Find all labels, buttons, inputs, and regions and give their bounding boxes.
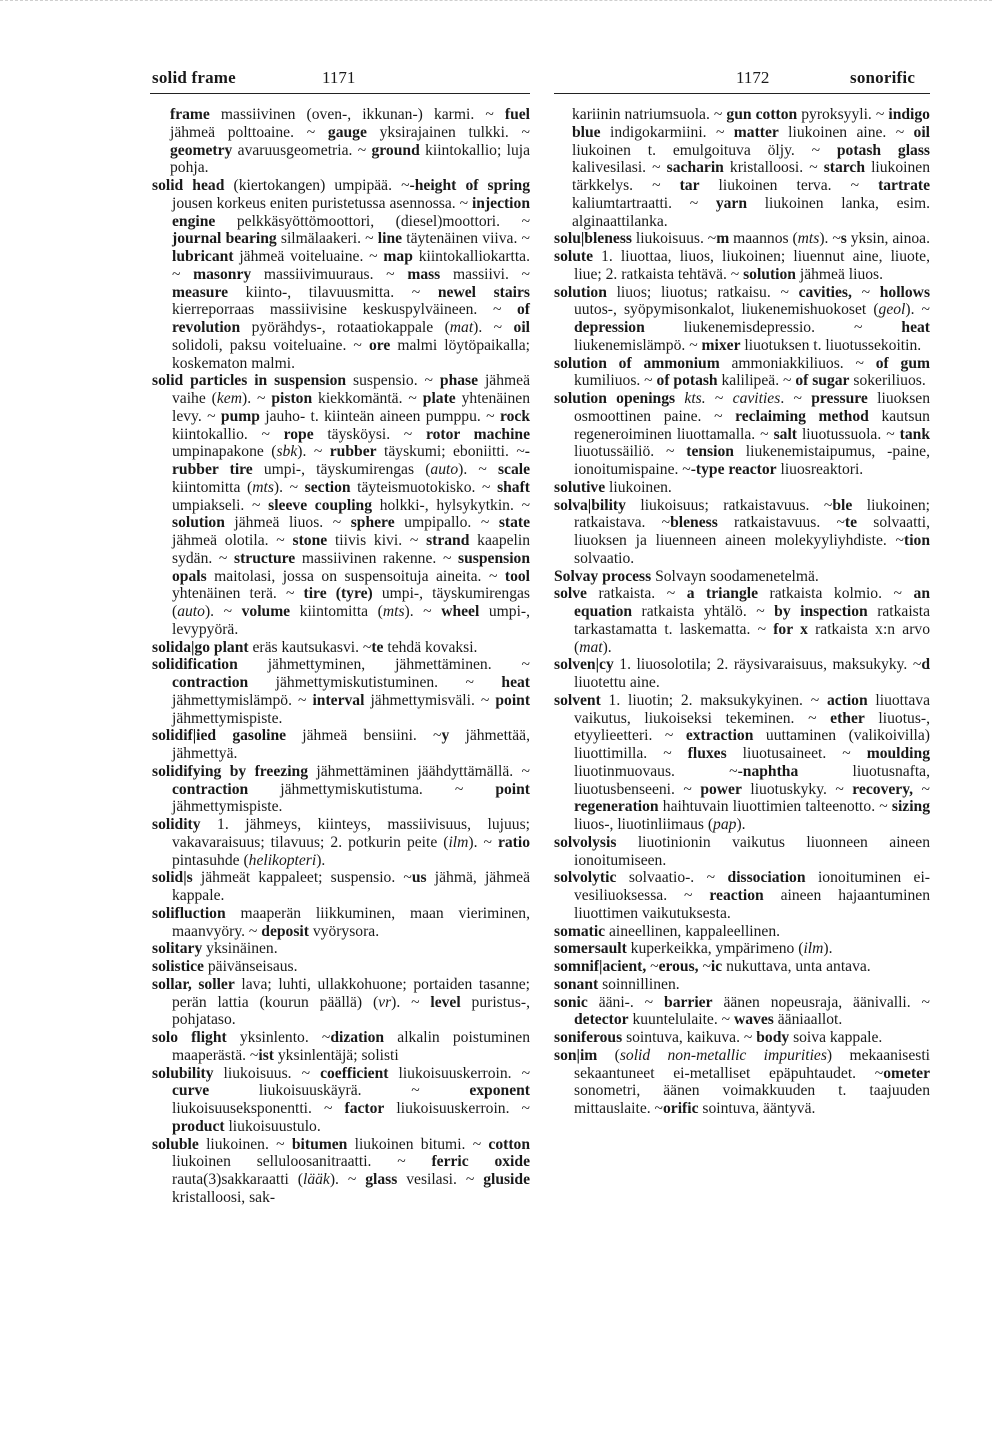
dictionary-entry: solubility liukoisuus. ~ coefficient liukoisuuskerroin. ~ curve liukoisuuskäyrä. ~ exponent liukoisuuseksponentti. ~ factor liukoisuuskerroin. ~ product liukoisuustulo. xyxy=(152,1064,530,1135)
dictionary-entry: solidif|ied gasoline jähmeä bensiini. ~y jähmettää, jähmettyä. xyxy=(152,727,530,762)
dictionary-entry: solitary yksinäinen. xyxy=(152,940,278,958)
dictionary-entry: Solvay process Solvayn soodamenetelmä. xyxy=(554,567,819,585)
dictionary-entry: soluble liukoinen. ~ bitumen liukoinen bitumi. ~ cotton liukoinen selluloosanitraatti. ~ ferric oxide rauta(3)sakkaraatti (lääk). ~ glass vesilasi. ~ gluside kristalloosi, sak- xyxy=(152,1135,530,1206)
dictionary-entry: solution liuos; liuotus; ratkaisu. ~ cavities, ~ hollows uutos-, syöpymisonkalot, liukenemishuokoset (geol). ~ depression liukenemisdepressio. ~ heat liukenemislämpö. ~ mixer liuotuksen t. liuotussekoitin. xyxy=(554,283,931,354)
dictionary-entry: solo flight yksinlento. ~dization alkalin poistuminen maaperästä. ~ist yksinlentäjä; solisti xyxy=(152,1029,530,1064)
left-header-rule xyxy=(150,93,530,94)
dictionary-entry: solidification jähmettyminen, jähmettäminen. ~ contraction jähmettymiskutistuminen. ~ heat jähmettymislämpö. ~ interval jähmettymisväli. ~ point jähmettymispiste. xyxy=(152,656,531,727)
dictionary-entry: soniferous sointuva, kaikuva. ~ body soiva kappale. xyxy=(554,1029,883,1046)
dictionary-entry: solva|bility liukoisuus; ratkaistavuus. ~ble liukoinen; ratkaistava. ~bleness ratkaistavuus. ~te solvaatti, liuoksen ja liuenneen aineen molekyyliyhdiste. ~tion solvaatio. xyxy=(554,496,930,567)
right-page-number: 1172 xyxy=(736,68,770,87)
left-page-number: 1171 xyxy=(322,68,356,87)
dictionary-entry: solid|s jähmeät kappaleet; suspensio. ~us jähmä, jähmeä kappale. xyxy=(152,869,530,904)
dictionary-entry: somnif|acient, ~erous, ~ic nukuttava, unta antava. xyxy=(554,958,871,975)
dictionary-entry: solida|go plant eräs kautsukasvi. ~te tehdä kovaksi. xyxy=(152,638,478,656)
dictionary-entry: solve ratkaista. ~ a triangle ratkaista kolmio. ~ an equation ratkaista yhtälö. ~ by inspection ratkaista tarkastamatta t. laskematta. ~ for x ratkaista x:n arvo (mat). xyxy=(554,585,931,656)
dictionary-entry: solid head (kiertokangen) umpipää. ~-height of spring jousen korkeus eniten puristetussa asennossa. ~ injection engine pelkkäsyöttömoottori, (diesel)moottori. ~ journal bearing silmälaakeri. ~ line täytenäinen viiva. ~ lubricant jähmeä voiteluaine. ~ map kiintokalliokartta. ~ masonry massiivimuuraus. ~ mass massiivi. ~ measure kiinto-, tilavuusmitta. ~ newel stairs kierreporraas massiivisine keskuspylväineen. ~ of revolution pyörähdys-, rotaatiokappale (mat). ~ oil solidoli, paksu voiteluaine. ~ ore malmi löytöpaikalla; koskematon malmi. xyxy=(152,177,531,372)
dictionary-entry: somersault kuperkeikka, ympärimeno (ilm). xyxy=(554,940,833,958)
dictionary-entry: solistice päivänseisaus. xyxy=(152,958,298,975)
right-header-rule xyxy=(554,93,930,94)
dictionary-entry: sonic ääni-. ~ barrier äänen nopeusraja, äänivalli. ~ detector kuuntelulaite. ~ waves ääniaallot. xyxy=(554,993,930,1029)
left-column xyxy=(152,106,530,1207)
dictionary-entry: solid particles in suspension suspensio. ~ phase jähmeä vaihe (kem). ~ piston kiekkomäntä. ~ plate yhtenäinen levy. ~ pump jauho- t. kiinteän aineen pumppu. ~ rock kiintokallio. ~ rope täysköysi. ~ rotor machine umpinapakone (sbk). ~ rubber täyskumi; eboniitti. ~-rubber tire umpi-, täyskumirengas (auto). ~ scale kiintomitta (mts). ~ section täyteismuotokisko. ~ shaft umpiakseli. ~ sleeve coupling holkki-, hylsykytkin. ~ solution jähmeä liuos. ~ sphere umpipallo. ~ state jähmeä olotila. ~ stone tiivis kivi. ~ strand kaapelin sydän. ~ structure massiivinen rakenne. ~ suspension opals maitolasi, jossa on suspensoituja aineita. ~ tool yhtenäinen terä. ~ tire (tyre) umpi-, täyskumirengas (auto). ~ volume kiintomitta (mts). ~ wheel umpi-, levypyörä. xyxy=(152,372,531,638)
dictionary-entry: solifluction maaperän liikkuminen, maan vieriminen, maanvyöry. ~ deposit vyörysora. xyxy=(152,904,530,940)
scan-top-edge xyxy=(0,0,992,7)
dictionary-entry: solidifying by freezing jähmettäminen jäähdyttämällä. ~ contraction jähmettymiskutistuma. ~ point jähmettymispiste. xyxy=(152,762,530,816)
dictionary-entry: solutive liukoinen. xyxy=(554,478,672,496)
dictionary-entry: solvent 1. liuotin; 2. maksukykyinen. ~ action liuottava vaikutus, liukoiseksi tekeminen. ~ ether liuotus-, etyylieetteri. ~ extraction uuttaminen (valikoivilla) liuottimilla. ~ fluxes liuotusaineet. ~ moulding liuotinmuovaus. ~-naphtha liuotusnafta, liuotusbenseeni. ~ power liuotuskyky. ~ recovery, ~ regeneration haihtuvain liuottimien talteenotto. ~ sizing liuos-, liuotinliimaus (pap). xyxy=(554,691,931,833)
left-running-head: solid frame xyxy=(152,68,236,87)
dictionary-entry: solute 1. liuottaa, liuos, liukoinen; liuennut aine, liuote, liue; 2. ratkaista tehtävä. ~ solution jähmeä liuos. xyxy=(554,248,930,283)
dictionary-entry: solidity 1. jähmeys, kiinteys, massiivisuus, lujuus; vakavaraisuus; tilavuus; 2. potkurin peite (ilm). ~ ratio pintasuhde (helikopteri). xyxy=(152,816,531,869)
dictionary-entry: solvolytic solvaatio-. ~ dissociation ionoituminen ei-vesiliuoksessa. ~ reaction aineen hajaantuminen liuottimen vaikutuksesta. xyxy=(554,869,931,922)
dictionary-entry: somatic aineellinen, kappaleellinen. xyxy=(554,922,781,940)
dictionary-entry: solvolysis liuotinionin vaikutus liuonneen aineen ionoitumiseen. xyxy=(554,833,930,869)
right-running-head: sonorific xyxy=(850,68,916,87)
right-column xyxy=(554,106,930,1118)
dictionary-entry: solution openings kts. ~ cavities. ~ pressure liuoksen osmoottinen paine. ~ reclaiming method kautsun regeneroiminen liuottamalla. ~ salt liuotussuola. ~ tank liuotussäiliö. ~ tension liukenemistaipumus, -paine, ionoitumispaine. ~-type reactor liuosreaktori. xyxy=(554,390,930,478)
dictionary-entry: sonant soinnillinen. xyxy=(554,975,680,993)
dictionary-entry: solven|cy 1. liuosolotila; 2. räysivaraisuus, maksukyky. ~d liuotettu aine. xyxy=(554,656,930,691)
dictionary-entry: son|im (solid non-metallic impurities) mekaanisesti sekaantuneet ei-metalliset epäpuhtaudet. ~ometer sonometri, äänen voimakkuuden t. taajuuden mittauslaite. ~orific sointuva, ääntyvä. xyxy=(554,1046,931,1117)
dictionary-entry: solution of ammonium ammoniakkiliuos. ~ of gum kumiliuos. ~ of potash kalilipeä. ~ of sugar sokeriliuos. xyxy=(554,354,930,390)
dictionary-entry: frame massiivinen (oven-, ikkunan-) karmi. ~ fuel jähmeä polttoaine. ~ gauge yksirajainen tulkki. ~ geometry avaruusgeometria. ~ ground kiintokallio; luja pohja. xyxy=(170,106,531,177)
dictionary-entry: sollar, soller lava; luhti, ullakkohuone; portaiden tasanne; perän lattia (kourun päällä) (vr). ~ level puristus-, pohjataso. xyxy=(152,975,531,1029)
dictionary-entry: solu|bleness liukoisuus. ~m maannos (mts). ~s yksin, ainoa. xyxy=(554,230,930,248)
dictionary-entry: kariinin natriumsuola. ~ gun cotton pyroksyyli. ~ indigo blue indigokarmiini. ~ matter liukoinen aine. ~ oil liukoinen t. emulgoituva öljy. ~ potash glass kalivesilasi. ~ sacharin kristalloosi. ~ starch liukoinen tärkkelys. ~ tar liukoinen terva. ~ tartrate kaliumtartraatti. ~ yarn liukoinen lanka, esim. alginaattilanka. xyxy=(572,106,930,230)
